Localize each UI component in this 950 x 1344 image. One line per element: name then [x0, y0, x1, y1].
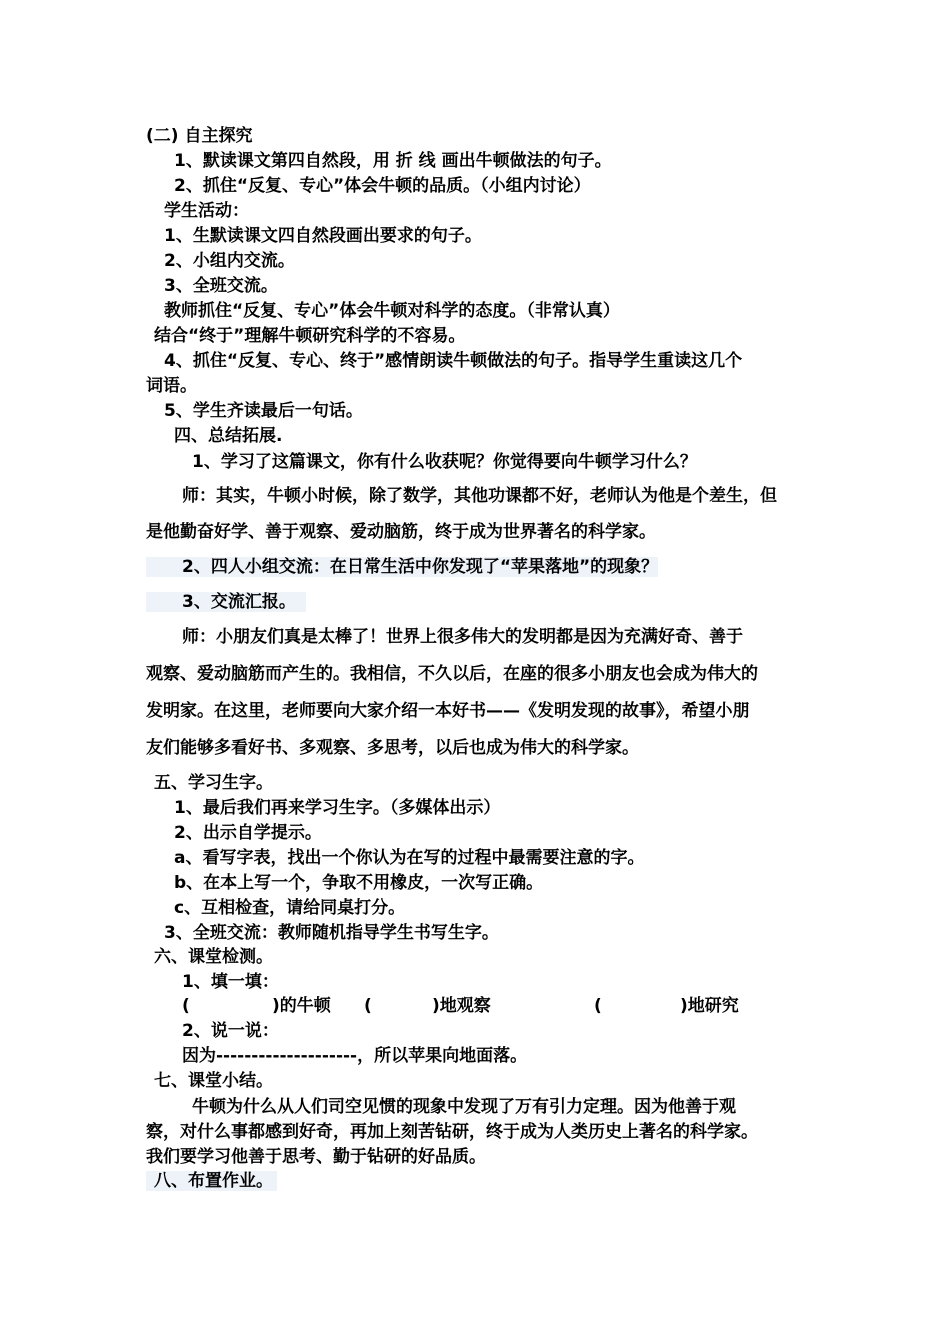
- paragraph-line: 师：小朋友们真是太棒了！世界上很多伟大的发明都是因为充满好奇、善于: [182, 627, 743, 647]
- paragraph-line: 教师抓住“反复、专心”体会牛顿对科学的态度。（非常认真）: [164, 301, 620, 321]
- paragraph-line: 结合“终于”理解牛顿研究科学的不容易。: [154, 326, 466, 346]
- fill-blank-close-2: )地观察: [432, 996, 491, 1016]
- paragraph-line: 3、全班交流：教师随机指导学生书写生字。: [164, 923, 499, 943]
- section-heading: (二) 自主探究: [146, 126, 253, 146]
- paragraph-line: c、互相检查，请给同桌打分。: [174, 898, 406, 918]
- fill-blank-open-3: (: [594, 996, 602, 1016]
- fill-blank-open-1: (: [182, 996, 190, 1016]
- paragraph-line: 4、抓住“反复、专心、终于”感情朗读牛顿做法的句子。指导学生重读这几个: [164, 351, 743, 371]
- fill-blank-close-1: )的牛顿: [272, 996, 331, 1016]
- section-heading: 四、总结拓展.: [174, 426, 283, 446]
- paragraph-line: 发明家。在这里，老师要向大家介绍一本好书——《发明发现的故事》，希望小朋: [146, 701, 750, 721]
- paragraph-line: 2、四人小组交流：在日常生活中你发现了“苹果落地”的现象？: [146, 557, 658, 577]
- paragraph-line: 1、填一填：: [182, 972, 279, 992]
- paragraph-line: 学生活动：: [164, 201, 249, 221]
- paragraph-line: 2、出示自学提示。: [174, 823, 322, 843]
- paragraph-line: 2、抓住“反复、专心”体会牛顿的品质。（小组内讨论）: [174, 176, 591, 196]
- paragraph-line: 察，对什么事都感到好奇，再加上刻苦钻研，终于成为人类历史上著名的科学家。: [146, 1122, 758, 1142]
- paragraph-line: 是他勤奋好学、善于观察、爱动脑筋，终于成为世界著名的科学家。: [146, 522, 656, 542]
- fill-blank-close-3: )地研究: [680, 996, 739, 1016]
- paragraph-line: 5、学生齐读最后一句话。: [164, 401, 363, 421]
- section-heading: 七、课堂小结。: [154, 1071, 273, 1091]
- section-heading: 八、布置作业。: [146, 1171, 277, 1191]
- paragraph-line: 3、交流汇报。: [146, 592, 306, 612]
- paragraph-line: 我们要学习他善于思考、勤于钻研的好品质。: [146, 1147, 486, 1167]
- paragraph-line: 1、默读课文第四自然段，用 折 线 画出牛顿做法的句子。: [174, 151, 612, 171]
- paragraph-line: 2、说一说：: [182, 1021, 279, 1041]
- section-heading: 六、课堂检测。: [154, 947, 273, 967]
- section-heading: 五、学习生字。: [154, 773, 273, 793]
- paragraph-line: 1、学习了这篇课文，你有什么收获呢？你觉得要向牛顿学习什么？: [192, 452, 697, 472]
- paragraph-line: 1、最后我们再来学习生字。（多媒体出示）: [174, 798, 501, 818]
- paragraph-line: 2、小组内交流。: [164, 251, 295, 271]
- paragraph-line: b、在本上写一个，争取不用橡皮，一次写正确。: [174, 873, 544, 893]
- paragraph-line: 因为--------------------，所以苹果向地面落。: [182, 1046, 528, 1066]
- paragraph-line: 师：其实，牛顿小时候，除了数学，其他功课都不好，老师认为他是个差生，但: [182, 486, 777, 506]
- paragraph-line: a、看写字表，找出一个你认为在写的过程中最需要注意的字。: [174, 848, 645, 868]
- paragraph-line: 牛顿为什么从人们司空见惯的现象中发现了万有引力定理。因为他善于观: [192, 1097, 736, 1117]
- paragraph-line: 观察、爱动脑筋而产生的。我相信，不久以后，在座的很多小朋友也会成为伟大的: [146, 664, 758, 684]
- paragraph-line: 1、生默读课文四自然段画出要求的句子。: [164, 226, 482, 246]
- paragraph-line: 词语。: [146, 376, 197, 396]
- fill-blank-open-2: (: [364, 996, 372, 1016]
- paragraph-line: 3、全班交流。: [164, 276, 278, 296]
- paragraph-line: 友们能够多看好书、多观察、多思考，以后也成为伟大的科学家。: [146, 738, 639, 758]
